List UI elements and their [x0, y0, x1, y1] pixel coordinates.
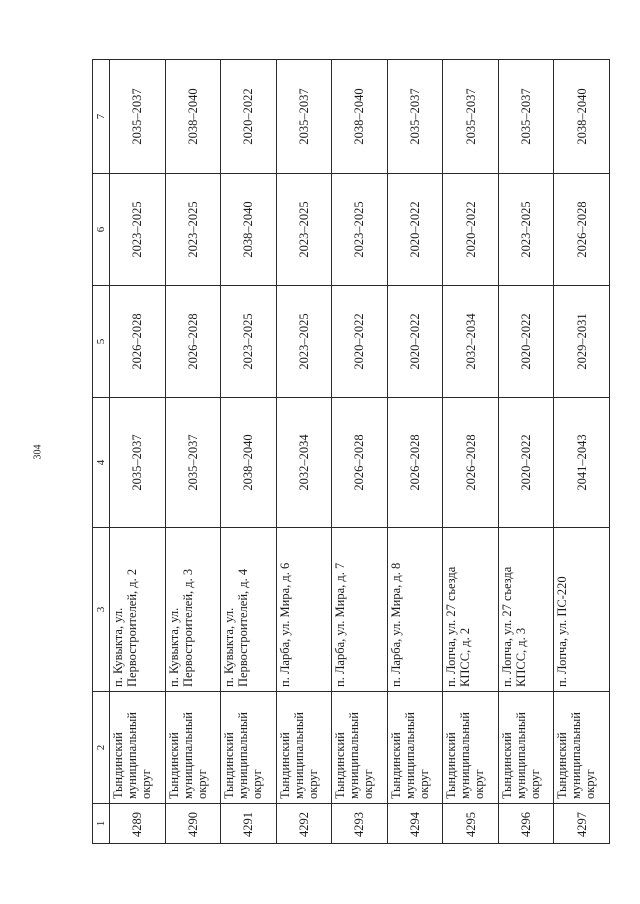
address-cell: п. Лопча, ул. 27 съезда КПСС, д. 2 [443, 528, 499, 692]
table-row [387, 60, 443, 844]
period-cell: 2023–2025 [498, 174, 554, 286]
address-cell: п. Кувыкта, ул. Первостроителей, д. 4 [221, 528, 277, 692]
column-header: 1 [93, 804, 110, 844]
period-cell: 2020–2022 [443, 174, 499, 286]
row-number: 4292 [276, 804, 332, 844]
district-cell: Тындинский муниципальный округ [165, 692, 221, 804]
row-number: 4289 [110, 804, 166, 844]
column-header: 3 [93, 528, 110, 692]
address-cell: п. Кувыкта, ул. Первостроителей, д. 2 [110, 528, 166, 692]
period-cell: 2038–2040 [165, 60, 221, 174]
period-cell: 2038–2040 [221, 398, 277, 528]
district-cell: Тындинский муниципальный округ [276, 692, 332, 804]
period-cell: 2026–2028 [165, 286, 221, 398]
district-cell: Тындинский муниципальный округ [110, 692, 166, 804]
address-cell: п. Ларба, ул. Мира, д. 6 [276, 528, 332, 692]
period-cell: 2020–2022 [332, 286, 388, 398]
row-number: 4290 [165, 804, 221, 844]
table-row [110, 60, 166, 844]
column-header: 5 [93, 286, 110, 398]
district-cell: Тындинский муниципальный округ [387, 692, 443, 804]
period-cell: 2020–2022 [498, 286, 554, 398]
district-cell: Тындинский муниципальный округ [221, 692, 277, 804]
period-cell: 2041–2043 [554, 398, 610, 528]
period-cell: 2035–2037 [276, 60, 332, 174]
row-number: 4295 [443, 804, 499, 844]
period-cell: 2035–2037 [110, 398, 166, 528]
row-number: 4297 [554, 804, 610, 844]
period-cell: 2035–2037 [165, 398, 221, 528]
address-cell: п. Ларба, ул. Мира, д. 8 [387, 528, 443, 692]
address-cell: п. Лопча, ул. 27 съезда КПСС, д. 3 [498, 528, 554, 692]
period-cell: 2038–2040 [332, 60, 388, 174]
table-row [276, 60, 332, 844]
period-cell: 2026–2028 [554, 174, 610, 286]
period-cell: 2020–2022 [387, 174, 443, 286]
table-row [554, 60, 610, 844]
row-number: 4293 [332, 804, 388, 844]
period-cell: 2035–2037 [110, 60, 166, 174]
period-cell: 2026–2028 [332, 398, 388, 528]
header-row [93, 60, 110, 844]
address-cell: п. Ларба, ул. Мира, д. 7 [332, 528, 388, 692]
period-cell: 2023–2025 [165, 174, 221, 286]
table-row [165, 60, 221, 844]
page-number: 304 [32, 444, 44, 460]
table-row [498, 60, 554, 844]
table-row [332, 60, 388, 844]
row-number: 4291 [221, 804, 277, 844]
period-cell: 2020–2022 [221, 60, 277, 174]
row-number: 4294 [387, 804, 443, 844]
period-cell: 2026–2028 [443, 398, 499, 528]
district-cell: Тындинский муниципальный округ [332, 692, 388, 804]
column-header: 6 [93, 174, 110, 286]
period-cell: 2032–2034 [443, 286, 499, 398]
table-row [443, 60, 499, 844]
period-cell: 2023–2025 [110, 174, 166, 286]
period-cell: 2023–2025 [332, 174, 388, 286]
period-cell: 2020–2022 [387, 286, 443, 398]
address-cell: п. Лопча, ул. ПС-220 [554, 528, 610, 692]
period-cell: 2035–2037 [387, 60, 443, 174]
period-cell: 2032–2034 [276, 398, 332, 528]
period-cell: 2038–2040 [221, 174, 277, 286]
period-cell: 2023–2025 [276, 286, 332, 398]
data-table [92, 59, 610, 844]
period-cell: 2029–2031 [554, 286, 610, 398]
period-cell: 2035–2037 [443, 60, 499, 174]
district-cell: Тындинский муниципальный округ [498, 692, 554, 804]
column-header: 4 [93, 398, 110, 528]
period-cell: 2023–2025 [221, 286, 277, 398]
column-header: 7 [93, 60, 110, 174]
period-cell: 2020–2022 [498, 398, 554, 528]
column-header: 2 [93, 692, 110, 804]
period-cell: 2023–2025 [276, 174, 332, 286]
rotated-table-container [92, 60, 610, 844]
period-cell: 2035–2037 [498, 60, 554, 174]
period-cell: 2026–2028 [110, 286, 166, 398]
period-cell: 2026–2028 [387, 398, 443, 528]
district-cell: Тындинский муниципальный округ [554, 692, 610, 804]
address-cell: п. Кувыкта, ул. Первостроителей, д. 3 [165, 528, 221, 692]
row-number: 4296 [498, 804, 554, 844]
table-row [221, 60, 277, 844]
district-cell: Тындинский муниципальный округ [443, 692, 499, 804]
period-cell: 2038–2040 [554, 60, 610, 174]
